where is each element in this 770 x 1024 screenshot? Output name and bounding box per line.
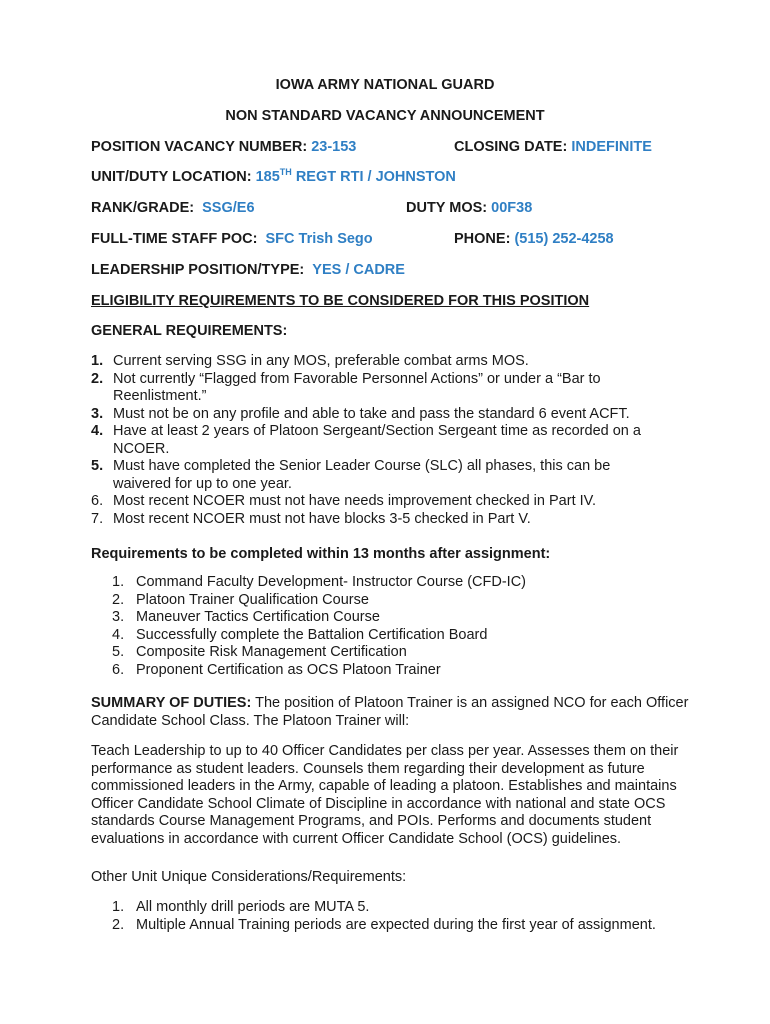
poc-row [91, 230, 373, 248]
list-item [91, 353, 691, 371]
list-item [91, 423, 691, 458]
vacancy-number-row [91, 138, 356, 156]
list-text: Command Faculty Development- Instructor Course (CFD-IC) [136, 574, 526, 590]
list-number: 7. [91, 510, 104, 527]
list-text: Maneuver Tactics Certification Course [136, 609, 380, 625]
summary-text: The position of Platoon Trainer is an assigned NCO for each Officer Candidate School Class. The Platoon Trainer will: [91, 695, 689, 729]
list-text: Multiple Annual Training periods are expected during the first year of assignment. [136, 916, 656, 933]
list-number: 2. [112, 591, 125, 608]
post-assignment-heading: Requirements to be completed within 13 months after assignment: [91, 546, 551, 562]
list-number: 6. [112, 661, 125, 678]
list-text: Must not be on any profile and able to take and pass the standard 6 event ACFT. [113, 405, 630, 422]
list-text: Proponent Certification as OCS Platoon Trainer [136, 661, 441, 678]
list-number: 3. [112, 609, 125, 625]
doc-title: NON STANDARD VACANCY ANNOUNCEMENT [225, 108, 545, 124]
list-text: Most recent NCOER must not have needs improvement checked in Part IV. [113, 493, 597, 509]
rank-grade-value: SSG/E6 [202, 200, 255, 216]
poc-value: SFC Trish Sego [265, 231, 373, 247]
phone-value: (515) 252-4258 [514, 231, 614, 247]
list-text: Composite Risk Management Certification [136, 644, 407, 660]
list-item [112, 644, 712, 662]
list-number: 1. [112, 574, 125, 590]
list-number: 2. [112, 916, 125, 933]
list-item [91, 493, 691, 511]
list-text: Current serving SSG in any MOS, preferable combat arms MOS. [113, 353, 529, 369]
list-text: Must have completed the Senior Leader Course (SLC) all phases, this can be waivered for up to one year. [113, 458, 611, 492]
list-item [112, 627, 712, 645]
list-number: 6. [91, 493, 104, 509]
list-number: 4. [112, 626, 125, 643]
list-number: 1. [112, 899, 125, 915]
duties-paragraph: Teach Leadership to up to 40 Officer Candidates per class per year. Assesses them on their performance as student leaders. Counsels them regarding their development as future commissioned leaders in the Army, capable of leading a platoon. Establishes and maintains Officer Candidate School Climate of Discipline in accordance with national and state OCS standards Course Management Programs, and POIs. Performs and documents student evaluations in accordance with current Officer Candidate School (OCS) guidelines. [91, 743, 679, 847]
list-text: Platoon Trainer Qualification Course [136, 591, 369, 608]
list-item [91, 406, 691, 424]
phone-label: PHONE: [454, 231, 511, 247]
duty-mos-value: 00F38 [491, 200, 533, 216]
closing-date-value: INDEFINITE [571, 139, 652, 155]
list-item [112, 609, 712, 627]
list-number: 4. [91, 423, 104, 439]
phone-row [454, 230, 614, 248]
unit-location-value [256, 169, 456, 185]
list-item [112, 662, 712, 680]
leadership-row [91, 261, 405, 279]
duty-mos-label: DUTY MOS: [406, 200, 488, 216]
list-number: 5. [91, 458, 104, 474]
unit-name: REGT RTI / JOHNSTON [295, 169, 456, 185]
list-number: 3. [91, 405, 104, 422]
vacancy-number-value: 23-153 [311, 139, 357, 155]
summary-label: SUMMARY OF DUTIES: [91, 695, 252, 711]
list-number: 2. [91, 370, 104, 387]
closing-date-label: CLOSING DATE: [454, 139, 568, 155]
leadership-label: LEADERSHIP POSITION/TYPE: [91, 262, 305, 278]
list-text: Successfully complete the Battalion Certification Board [136, 626, 488, 643]
unit-number: 185 [255, 169, 280, 185]
list-number: 1. [91, 353, 104, 369]
unit-location-row [91, 168, 456, 186]
unit-suffix: TH [279, 167, 292, 177]
list-text: Most recent NCOER must not have blocks 3-5 checked in Part V. [113, 510, 531, 527]
list-text: Have at least 2 years of Platoon Sergeant/Section Sergeant time as recorded on a NCOER. [113, 423, 641, 457]
general-requirements-list [91, 353, 691, 528]
list-text: All monthly drill periods are MUTA 5. [136, 899, 370, 915]
general-requirements-heading: GENERAL REQUIREMENTS: [91, 323, 288, 339]
closing-date-row [454, 138, 652, 156]
list-text: Not currently “Flagged from Favorable Personnel Actions” or under a “Bar to Reenlistment.” [113, 370, 601, 404]
list-item [112, 899, 712, 917]
leadership-value: YES / CADRE [312, 262, 405, 278]
summary-of-duties [91, 695, 691, 730]
unit-location-label: UNIT/DUTY LOCATION: [91, 169, 252, 185]
other-considerations-list [112, 899, 712, 934]
rank-grade-row [91, 199, 255, 217]
post-assignment-list [112, 574, 712, 679]
eligibility-heading: ELIGIBILITY REQUIREMENTS TO BE CONSIDERED FOR THIS POSITION [91, 293, 590, 309]
poc-label: FULL-TIME STAFF POC: [91, 231, 258, 247]
list-item [91, 458, 691, 493]
vacancy-number-label: POSITION VACANCY NUMBER: [91, 139, 308, 155]
list-item [91, 371, 691, 406]
list-item [91, 511, 691, 529]
list-item [112, 592, 712, 610]
list-item [112, 574, 712, 592]
org-title: IOWA ARMY NATIONAL GUARD [275, 77, 495, 93]
rank-grade-label: RANK/GRADE: [91, 200, 195, 216]
duty-mos-row [406, 199, 532, 217]
other-considerations-heading: Other Unit Unique Considerations/Requirements: [91, 869, 407, 885]
list-number: 5. [112, 644, 125, 660]
list-item [112, 917, 712, 935]
